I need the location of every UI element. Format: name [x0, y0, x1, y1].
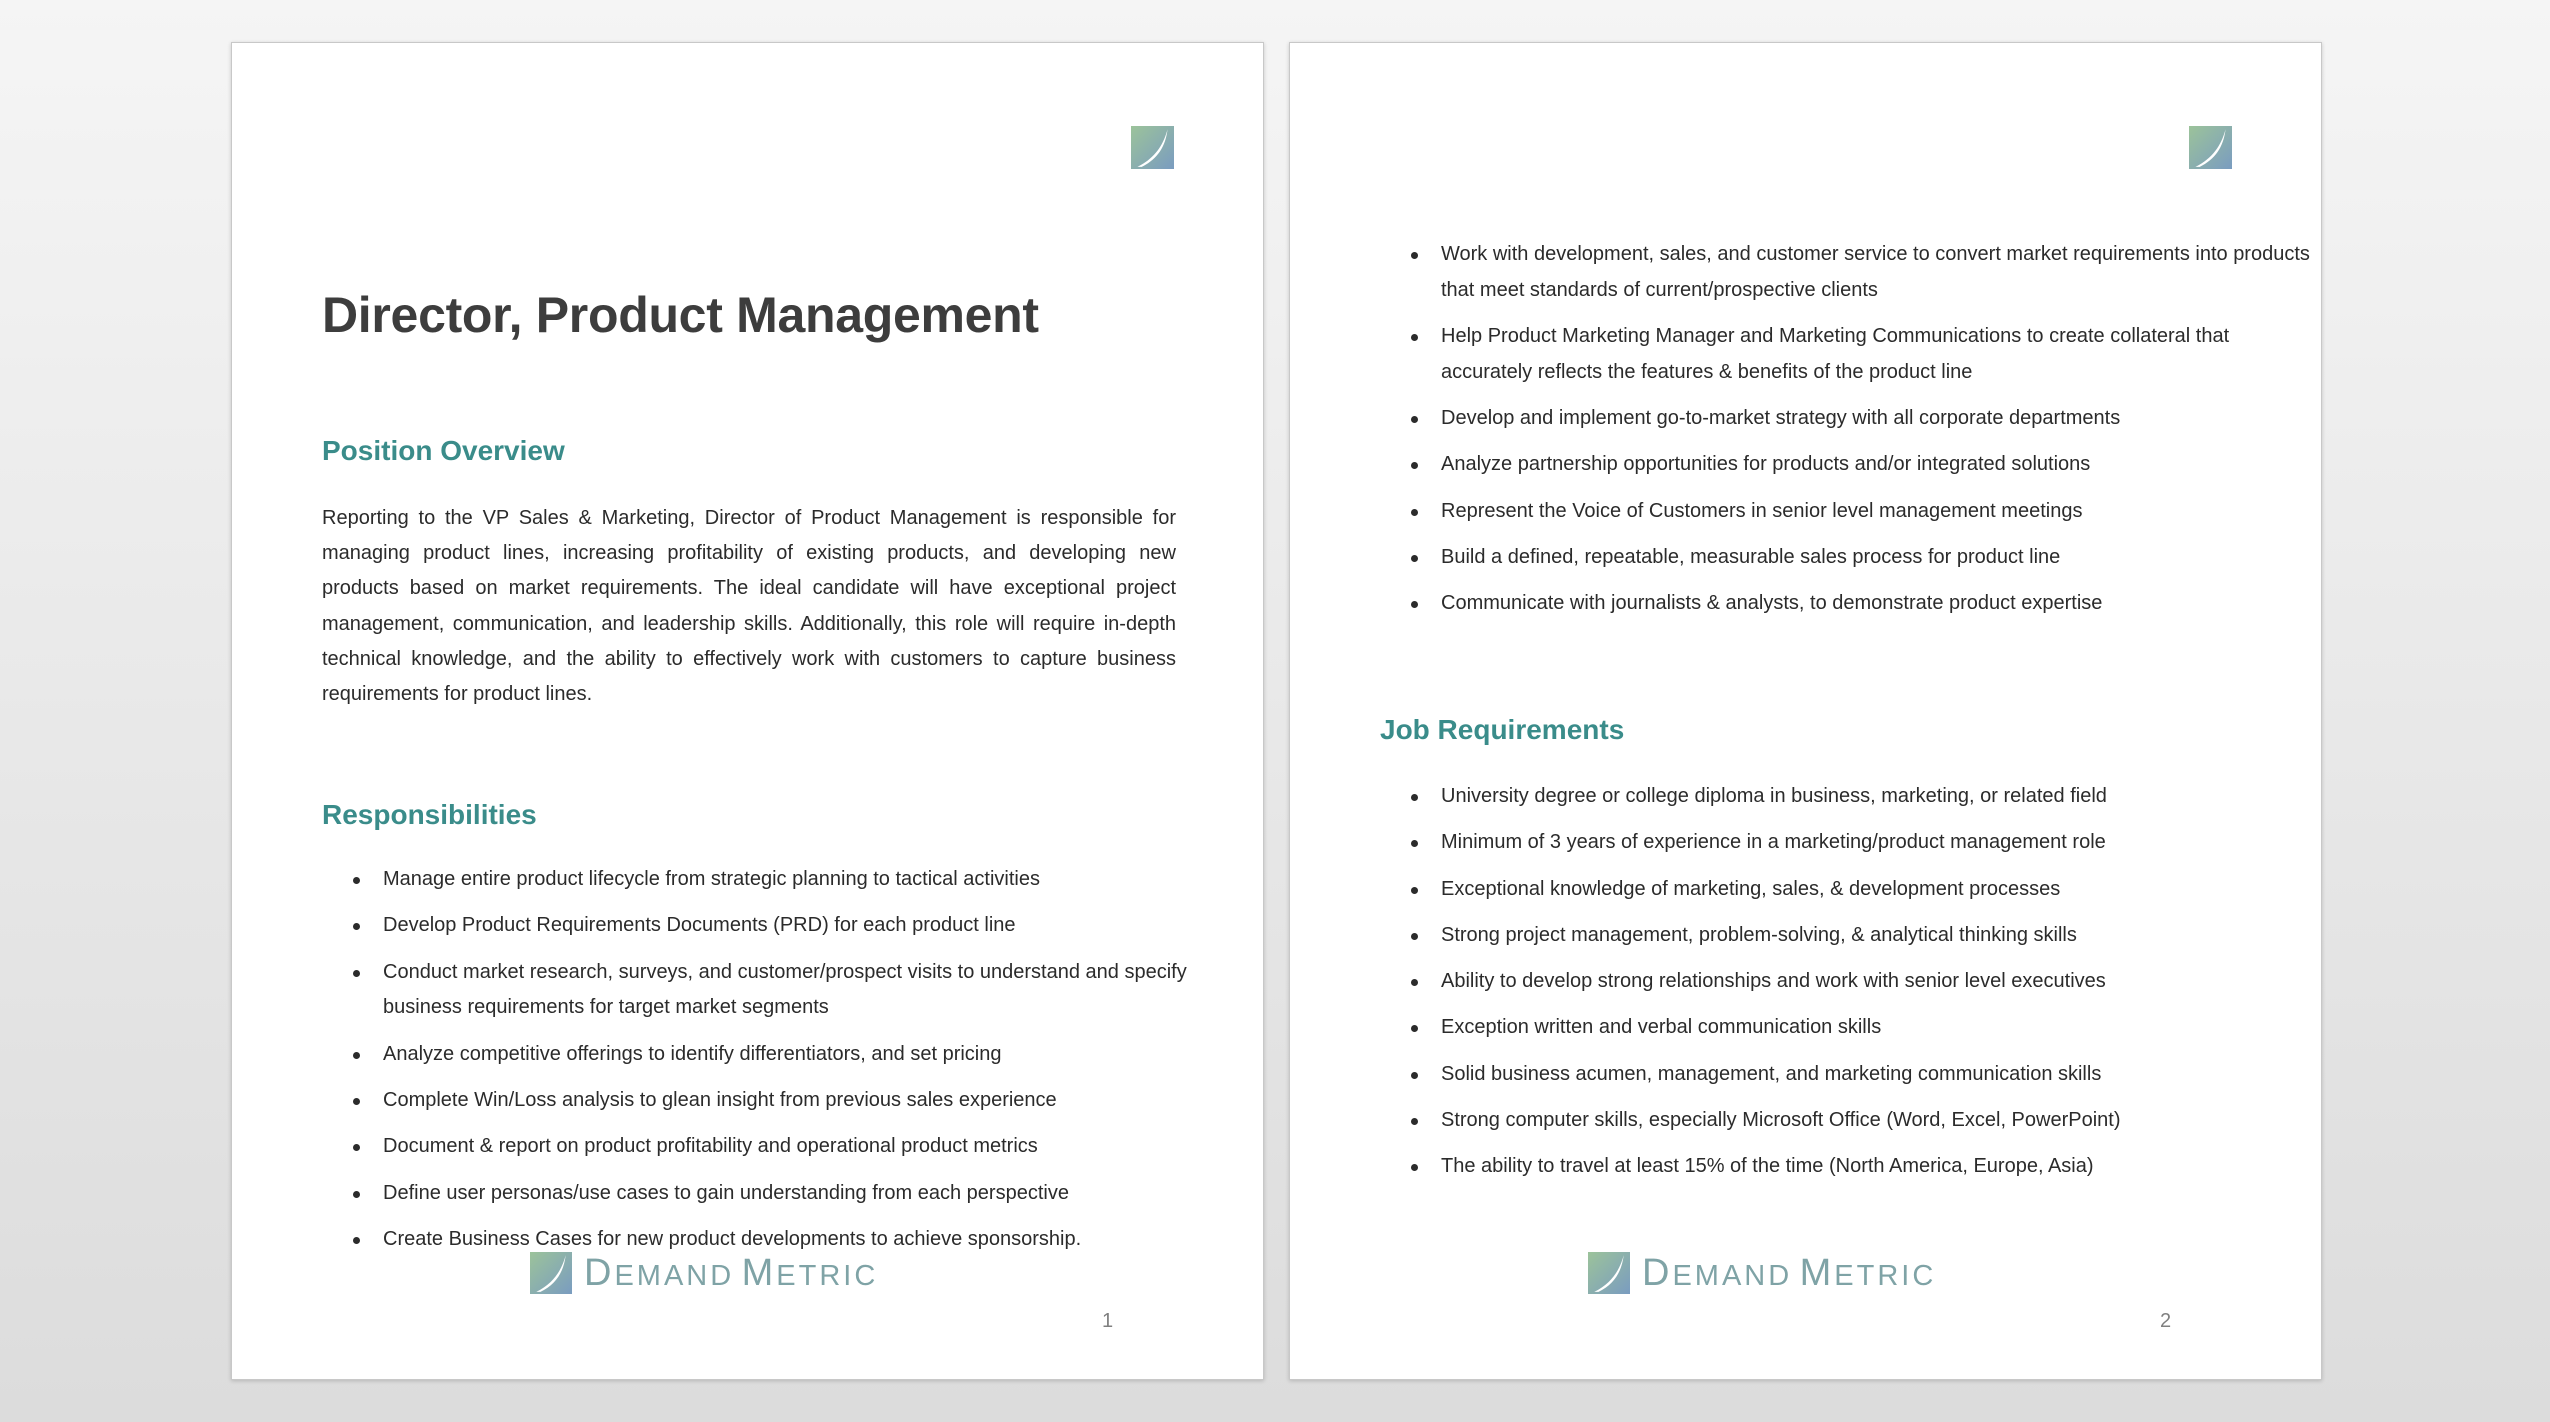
- brand-name-text: DEMAND METRIC: [584, 1251, 879, 1294]
- list-item: Strong project management, problem-solving, & analytical thinking skills: [1441, 918, 2311, 954]
- responsibilities-continued-list: [1380, 237, 2311, 633]
- document-title: Director, Product Management: [322, 287, 1039, 343]
- list-item: Exceptional knowledge of marketing, sales, & development processes: [1441, 872, 2311, 908]
- document-page-2: [1289, 42, 2322, 1380]
- list-item: Strong computer skills, especially Microsoft Office (Word, Excel, PowerPoint): [1441, 1103, 2311, 1139]
- list-item: Complete Win/Loss analysis to glean insight from previous sales experience: [383, 1083, 1253, 1119]
- list-item: Ability to develop strong relationships and work with senior level executives: [1441, 964, 2311, 1000]
- footer-brand: [530, 1248, 878, 1298]
- job-requirements-heading: Job Requirements: [1380, 714, 1625, 745]
- demand-metric-logo-icon: [1588, 1252, 1630, 1294]
- list-item: Manage entire product lifecycle from strategic planning to tactical activities: [383, 862, 1253, 898]
- list-item: Conduct market research, surveys, and customer/prospect visits to understand and specify business requirements for target market segments: [383, 955, 1253, 1027]
- demand-metric-logo-icon: [2189, 126, 2232, 169]
- footer-brand: [1588, 1248, 1936, 1298]
- list-item: Document & report on product profitability and operational product metrics: [383, 1129, 1253, 1165]
- list-item: Develop and implement go-to-market strategy with all corporate departments: [1441, 401, 2311, 437]
- page-number: 1: [1102, 1310, 1114, 1332]
- footer-brand-name: [1642, 1252, 1936, 1295]
- responsibilities-list: [322, 862, 1253, 1268]
- page-number: 2: [2160, 1310, 2172, 1332]
- brand-name-text: DEMAND METRIC: [1642, 1251, 1937, 1294]
- list-item: Develop Product Requirements Documents (PRD) for each product line: [383, 908, 1253, 944]
- list-item: Help Product Marketing Manager and Marketing Communications to create collateral that accurately reflects the features & benefits of the product line: [1441, 319, 2311, 391]
- list-item: The ability to travel at least 15% of the time (North America, Europe, Asia): [1441, 1149, 2311, 1185]
- demand-metric-logo-icon: [1131, 126, 1174, 169]
- list-item: Analyze competitive offerings to identify differentiators, and set pricing: [383, 1037, 1253, 1073]
- list-item: Define user personas/use cases to gain understanding from each perspective: [383, 1176, 1253, 1212]
- list-item: Work with development, sales, and customer service to convert market requirements into products that meet standards of current/prospective clients: [1441, 237, 2311, 309]
- document-page-1: [231, 42, 1264, 1380]
- responsibilities-heading: Responsibilities: [322, 799, 537, 830]
- list-item: Solid business acumen, management, and marketing communication skills: [1441, 1057, 2311, 1093]
- list-item: Build a defined, repeatable, measurable sales process for product line: [1441, 540, 2311, 576]
- list-item: University degree or college diploma in business, marketing, or related field: [1441, 779, 2311, 815]
- list-item: Analyze partnership opportunities for products and/or integrated solutions: [1441, 447, 2311, 483]
- list-item: Create Business Cases for new product developments to achieve sponsorship.: [383, 1222, 1253, 1258]
- footer-brand-name: [584, 1252, 878, 1295]
- list-item: Minimum of 3 years of experience in a marketing/product management role: [1441, 825, 2311, 861]
- position-overview-text: Reporting to the VP Sales & Marketing, Director of Product Management is responsible for managing product lines, increasing profitability of existing products, and developing new products based on market requirements. The ideal candidate will have exceptional project management, communication, and leadership skills. Additionally, this role will require in-depth technical knowledge, and the ability to effectively work with customers to capture business requirements for product lines.: [322, 507, 1176, 706]
- position-overview-heading: Position Overview: [322, 435, 565, 466]
- list-item: Communicate with journalists & analysts, to demonstrate product expertise: [1441, 586, 2311, 622]
- job-requirements-list: [1380, 779, 2311, 1196]
- list-item: Exception written and verbal communication skills: [1441, 1010, 2311, 1046]
- list-item: Represent the Voice of Customers in senior level management meetings: [1441, 494, 2311, 530]
- demand-metric-logo-icon: [530, 1252, 572, 1294]
